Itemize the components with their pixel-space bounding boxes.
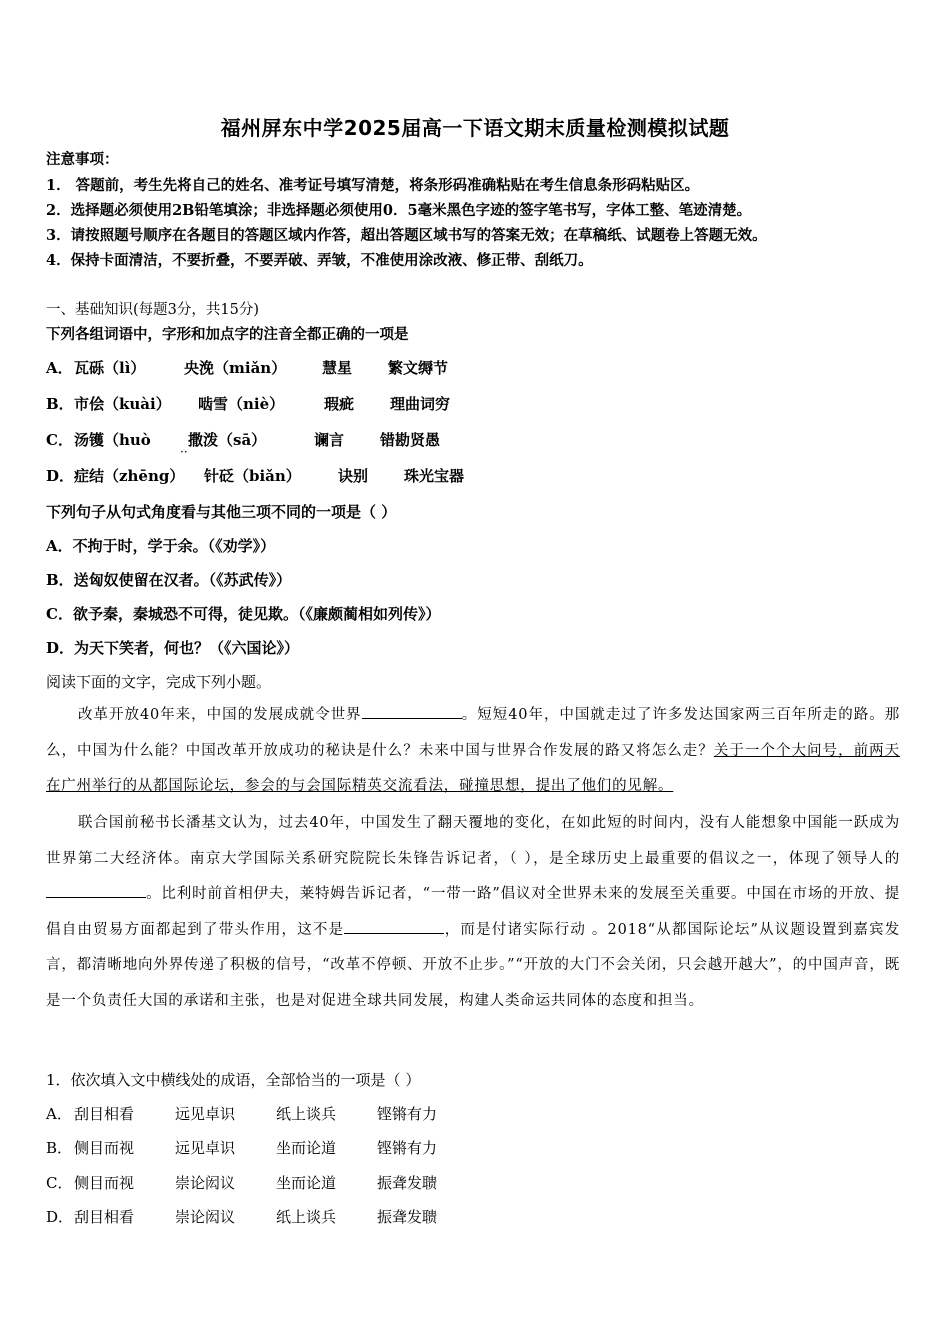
paragraph-text: 。比利时前首相伊夫，莱特姆告诉记者，“一带一路”倡议对全世界未来的发展至关重要。中国在市场的开放、提倡自由贸易方面都起到了带头作用，这不是	[46, 886, 900, 938]
option-word: 崇论闳议	[175, 1208, 236, 1226]
question-stem: 1．依次填入文中横线处的成语，全部恰当的一项是（ ）	[46, 1071, 421, 1089]
option-line: B．送匈奴使留在汉者。（《苏武传》）	[46, 571, 292, 589]
notice-item: 3．请按照题号顺序在各题目的答题区域内作答，超出答题区域书写的答案无效；在草稿纸、试题卷上答题无效。	[46, 227, 767, 244]
option-label: C．	[46, 431, 73, 449]
option-label: D．	[46, 1208, 74, 1226]
option-word: 繁文缛节	[388, 359, 449, 377]
reading-intro: 阅读下面的文字，完成下列小题。	[46, 673, 272, 691]
notice-item: 2．选择题必须使用2B铅笔填涂；非选择题必须使用0．5毫米黑色字迹的签字笔书写，字体工整、笔迹清楚。	[46, 202, 752, 219]
question-stem: 下列句子从句式角度看与其他三项不同的一项是（ ）	[46, 503, 397, 521]
option-word: 市侩（kuài）	[74, 395, 171, 413]
option-word: 远见卓识	[175, 1139, 236, 1157]
section-heading: 一、基础知识(每题3分，共15分)	[46, 302, 259, 318]
paragraph-text: 改革开放40年来，中国的发展成就令世界	[78, 707, 362, 723]
reading-paragraph	[46, 806, 900, 1019]
option-word: 崇论闳议	[175, 1174, 236, 1192]
option-word: 铿锵有力	[377, 1139, 438, 1157]
option-word: 纸上谈兵	[276, 1208, 337, 1226]
reading-paragraph	[46, 698, 900, 805]
option-word: 瑕疵	[324, 395, 355, 413]
option-line: A．不拘于时，学于余。（《劝学》）	[46, 537, 276, 555]
option-word: 诀别	[338, 467, 369, 485]
question-stem: 下列各组词语中，字形和加点字的注音全都正确的一项是	[46, 326, 409, 343]
option-word: 撒泼（sā）	[188, 431, 267, 449]
option-word: 振聋发聩	[377, 1174, 438, 1192]
option-word: 啮雪（niè）	[198, 395, 285, 413]
option-word: 症结（zhēng）	[74, 467, 185, 485]
emphasis-dot: ··	[180, 445, 188, 459]
paragraph-text: ，而是付诸实际行动 。2018“从都国际论坛”从议题设置到嘉宾发言，都清晰地向外界传递了积极的信号，“改革不停顿、开放不止步。”“开放的大门不会关闭，只会越开越大”，的中国声音，既是一个负责任大国的承诺和主张，也是对促进全球共同发展，构建人类命运共同体的态度和担当。	[46, 921, 900, 1009]
option-label: B．	[46, 1139, 73, 1157]
option-label: A．	[46, 359, 73, 377]
option-word: 错勘贤愚	[380, 431, 441, 449]
page-title: 福州屏东中学2025届高一下语文期末质量检测模拟试题	[220, 116, 730, 140]
option-word: 瓦砾（lì）	[74, 359, 146, 377]
option-line: C．欲予秦，秦城恐不可得，徒见欺。（《廉颇蔺相如列传》）	[46, 605, 441, 623]
fill-blank	[344, 915, 444, 934]
option-label: D．	[46, 467, 75, 485]
option-word: 汤镬（huò	[74, 431, 151, 449]
option-word: 坐而论道	[276, 1174, 337, 1192]
option-word: 刮目相看	[74, 1208, 135, 1226]
notice-heading: 注意事项：	[46, 151, 119, 168]
option-word: 铿锵有力	[377, 1105, 438, 1123]
option-word: 针砭（biǎn）	[204, 467, 301, 485]
fill-blank	[362, 700, 462, 719]
option-word: 珠光宝器	[404, 467, 465, 485]
option-word: 理曲词穷	[390, 395, 451, 413]
paragraph-text: 联合国前秘书长潘基文认为，过去40年，中国发生了翻天覆地的变化，在如此短的时间内，没有人能想象中国能一跃成为世界第二大经济体。南京大学国际关系研究院院长朱锋告诉记者，（ ），是全球历史上最重要的倡议之一，体现了领导人的	[46, 815, 900, 867]
option-label: C．	[46, 1174, 73, 1192]
option-word: 刮目相看	[74, 1105, 135, 1123]
option-word: 谰言	[314, 431, 345, 449]
option-word: 央浼（miǎn）	[184, 359, 287, 377]
option-label: A．	[46, 1105, 72, 1123]
option-word: 远见卓识	[175, 1105, 236, 1123]
underlined-sentence: 关于一个个大问号，前两天在广州举行的从都国际论坛，参会的与会国际精英交流看法，碰撞思想，提出了他们的见解。	[46, 742, 900, 794]
option-word: 慧星	[322, 359, 353, 377]
option-word: 侧目而视	[74, 1139, 135, 1157]
notice-item: 4．保持卡面清洁，不要折叠，不要弄破、弄皱，不准使用涂改液、修正带、刮纸刀。	[46, 252, 593, 269]
option-word: 纸上谈兵	[276, 1105, 337, 1123]
fill-blank	[46, 879, 146, 898]
option-word: 侧目而视	[74, 1174, 135, 1192]
option-word: 振聋发聩	[377, 1208, 438, 1226]
notice-item: 1． 答题前，考生先将自己的姓名、准考证号填写清楚，将条形码准确粘贴在考生信息条形码粘贴区。	[46, 177, 700, 194]
option-word: 坐而论道	[276, 1139, 337, 1157]
option-line: D．为天下笑者，何也？（《六国论》）	[46, 639, 300, 657]
paragraph-text: 。短短40年，中国就走过了许多发达国家两三百年所走的路。那么，中国为什么能？中国改革开放成功的秘诀是什么？未来中国与世界合作发展的路又将怎么走？	[46, 707, 900, 759]
option-label: B．	[46, 395, 74, 413]
